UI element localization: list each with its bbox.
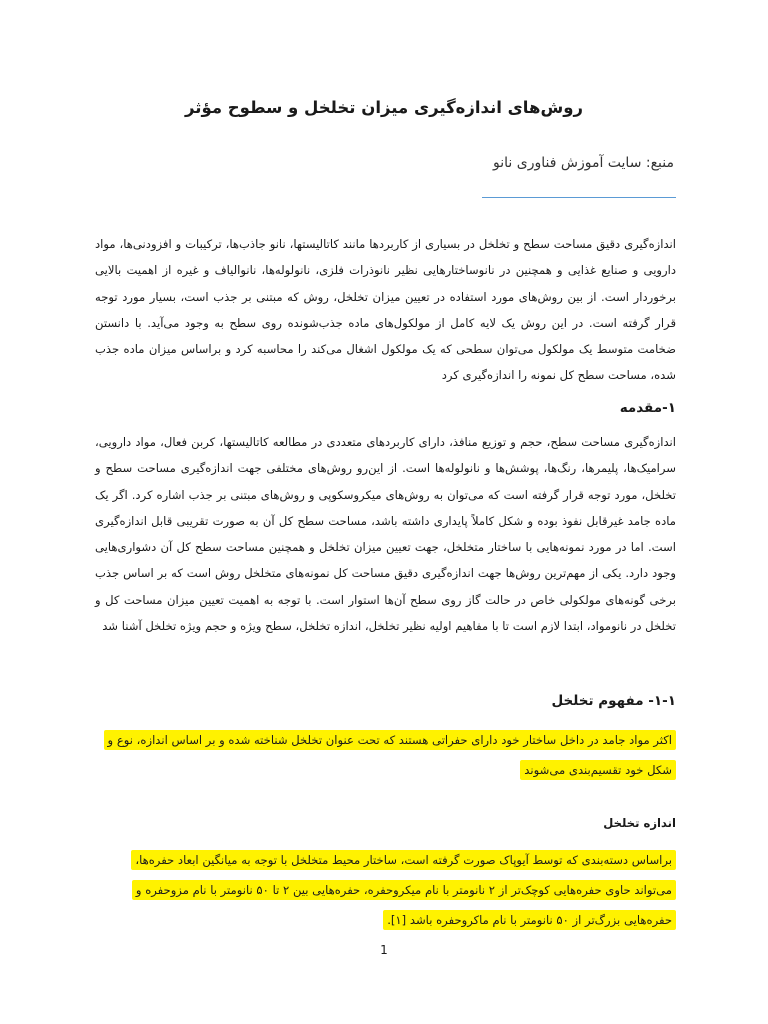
source-line: منبع: سایت آموزش فناوری نانو bbox=[493, 155, 674, 171]
page-number: 1 bbox=[380, 943, 388, 957]
page-title: روش‌های اندازه‌گیری میزان تخلخل و سطوح مؤثر bbox=[185, 98, 583, 117]
source-divider bbox=[482, 197, 676, 198]
highlighted-text: براساس دسته‌بندی که توسط آیوپاک صورت گرفته است، ساختار محیط متخلخل با توجه به میانگین ابعاد حفره‌ها، می‌تواند حاوی حفره‌هایی کوچک‌تر از ۲ نانومتر با نام میکروحفره، حفره‌هایی بین ۲ تا ۵۰ نانومتر با نام مزوحفره و حفره‌هایی بزرگ‌تر از ۵۰ نانومتر با نام ماکروحفره باشد [۱]. bbox=[131, 850, 676, 930]
section-heading-introduction: ۱-مقدمه bbox=[619, 400, 676, 416]
intro-paragraph: اندازه‌گیری دقیق مساحت سطح و تخلخل در بسیاری از کاربردها مانند کاتالیستها، نانو جاذب‌ها، ترکیبات و افزودنی‌ها، مواد دارویی و صنایع غذایی و همچنین در نانوساختارهایی نظیر نانوذرات فلزی، نانولوله‌ها، نانوالیاف و غیره از اهمیت بالایی برخوردار است. از بین روش‌های مورد استفاده در تعیین میزان تخلخل، روش که مبتنی بر جذب است، بسیار مورد توجه قرار گرفته است. در این روش یک لایه کامل از مولکول‌های ماده جذب‌شونده روی سطح به وجود می‌آید. با دانستن ضخامت متوسط یک مولکول می‌توان سطحی که یک مولکول اشغال می‌کند را محاسبه کرد و براساس میزان ماده جذب شده، مساحت سطح کل نمونه را اندازه‌گیری کرد bbox=[95, 237, 676, 383]
highlighted-text: اکثر مواد جامد در داخل ساختار خود دارای حفراتی هستند که تحت عنوان تخلخل شناخته شده و بر اساس اندازه، نوع و شکل خود تقسیم‌بندی می‌شوند bbox=[104, 730, 676, 780]
highlighted-paragraph-pore-size bbox=[95, 845, 676, 935]
section-heading-porosity-concept: ۱-۱- مفهوم تخلخل bbox=[551, 693, 676, 709]
subheading-pore-size: اندازه تخلخل bbox=[603, 816, 676, 830]
introduction-paragraph: اندازه‌گیری مساحت سطح، حجم و توزیع منافذ، دارای کاربردهای متعددی در مطالعه کاتالیستها، کربن فعال، مواد دارویی، سرامیک‌ها، پلیمرها، رنگ‌ها، پوشش‌ها و نانولوله‌ها است. از این‌رو روش‌های مختلفی جهت اندازه‌گیری مساحت سطح و تخلخل، مورد توجه قرار گرفته است که می‌توان به روش‌های میکروسکوپی و روش‌های مبتنی بر جذب اشاره کرد. اگر یک ماده جامد غیرقابل نفوذ بوده و شکل کاملاً پایداری داشته باشد، مساحت سطح کل آن به صورت تقریبی قابل اندازه‌گیری است. اما در مورد نمونه‌هایی با ساختار متخلخل، جهت تعیین میزان تخلخل و همچنین مساحت سطح کل آن دشواری‌هایی وجود دارد. یکی از مهم‌ترین روش‌ها جهت اندازه‌گیری دقیق مساحت کل نمونه‌های متخلخل روش است که بر اساس جذب برخی گونه‌های مولکولی خاص در حالت گاز روی سطح آن‌ها استوار است. با توجه به اهمیت تعیین میزان مساحت کل و تخلخل در نانومواد، ابتدا لازم است تا با مفاهیم اولیه نظیر تخلخل، اندازه تخلخل، سطح ویژه و حجم ویژه تخلخل آشنا شد bbox=[95, 435, 676, 634]
highlighted-paragraph-porosity bbox=[95, 725, 676, 785]
